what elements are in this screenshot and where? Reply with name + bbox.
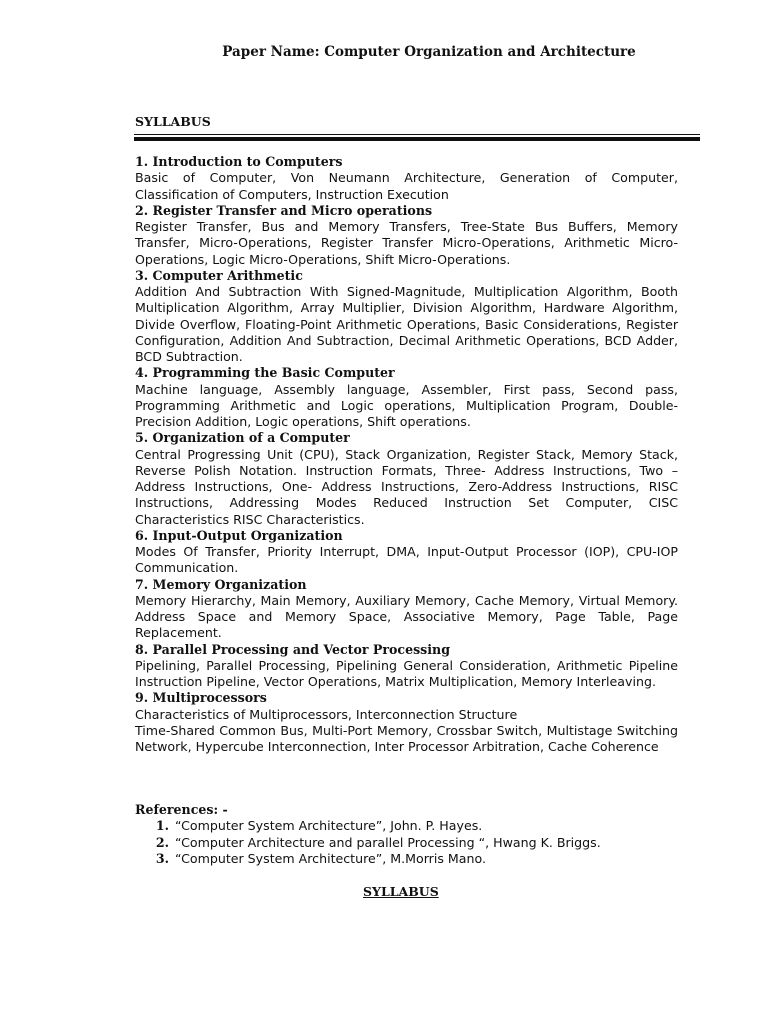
- reference-number: 1.: [155, 818, 169, 834]
- reference-number: 3.: [155, 850, 169, 866]
- paper-title: Paper Name: Computer Organization and Architecture: [222, 44, 636, 60]
- reference-text: “Computer System Architecture”, John. P. Hayes.: [175, 818, 483, 834]
- unit-body: Central Progressing Unit (CPU), Stack Organization, Register Stack, Memory Stack, Reverse Polish Notation. Instruction Formats, Three- Address Instructions, Two – Address Instructions, One- Address Instructions, Zero-Address Instructions, RISC Instructions, Addressing Modes Reduced Instruction Set Computer, CISC Characteristics RISC Characteristics.: [135, 446, 678, 527]
- unit-body: Register Transfer, Bus and Memory Transfers, Tree-State Bus Buffers, Memory Transfer, Micro-Operations, Register Transfer Micro-Operations, Arithmetic Micro-Operations, Logic Micro-Operations, Shift Micro-Operations.: [135, 219, 678, 267]
- unit-title: 7. Memory Organization: [135, 576, 307, 592]
- unit: [135, 154, 678, 203]
- syllabus-heading: SYLLABUS: [135, 114, 211, 129]
- rule-thin-line: [134, 134, 700, 135]
- unit-body: Machine language, Assembly language, Assembler, First pass, Second pass, Programming Arithmetic and Logic operations, Multiplication Program, Double-Precision Addition, Logic operations, Shift operations.: [135, 381, 678, 429]
- unit-body: Pipelining, Parallel Processing, Pipelining General Consideration, Arithmetic Pipeline Instruction Pipeline, Vector Operations, Matrix Multiplication, Memory Interleaving.: [135, 657, 678, 689]
- unit-body: Modes Of Transfer, Priority Interrupt, DMA, Input-Output Processor (IOP), CPU-IOP Communication.: [135, 544, 678, 576]
- reference-item: [135, 851, 695, 867]
- unit-title: 8. Parallel Processing and Vector Processing: [135, 641, 451, 657]
- heading-rule: [134, 134, 700, 142]
- unit-title: 9. Multiprocessors: [135, 690, 267, 706]
- unit-title: 3. Computer Arithmetic: [135, 267, 303, 283]
- unit-title: 4. Programming the Basic Computer: [135, 365, 395, 381]
- unit: [135, 268, 678, 366]
- unit-body-continued: Time-Shared Common Bus, Multi-Port Memory, Crossbar Switch, Multistage Switching Network, Hypercube Interconnection, Inter Processor Arbitration, Cache Coherence: [135, 722, 678, 754]
- unit-body: Characteristics of Multiprocessors, Interconnection Structure: [135, 706, 518, 722]
- unit: [135, 690, 678, 755]
- reference-item: [135, 818, 695, 834]
- unit: [135, 528, 678, 577]
- unit-title: 6. Input-Output Organization: [135, 527, 343, 543]
- unit-title: 2. Register Transfer and Micro operations: [135, 202, 433, 218]
- unit: [135, 430, 678, 528]
- reference-text: “Computer Architecture and parallel Processing “, Hwang K. Briggs.: [175, 834, 601, 850]
- reference-text: “Computer System Architecture”, M.Morris Mano.: [175, 850, 486, 866]
- syllabus-units: [135, 154, 678, 755]
- unit: [135, 642, 678, 691]
- rule-thick-line: [134, 137, 700, 141]
- unit: [135, 365, 678, 430]
- unit: [135, 203, 678, 268]
- unit-body: Basic of Computer, Von Neumann Architecture, Generation of Computer, Classification of Computers, Instruction Execution: [135, 170, 678, 202]
- unit-title: 1. Introduction to Computers: [135, 154, 343, 169]
- references-section: [135, 802, 695, 867]
- unit-title: 5. Organization of a Computer: [135, 430, 350, 446]
- reference-item: [135, 835, 695, 851]
- reference-number: 2.: [155, 834, 169, 850]
- references-title: References: -: [135, 802, 228, 817]
- unit-body: Memory Hierarchy, Main Memory, Auxiliary Memory, Cache Memory, Virtual Memory. Address Space and Memory Space, Associative Memory, Page Table, Page Replacement.: [135, 592, 678, 641]
- unit-body: Addition And Subtraction With Signed-Magnitude, Multiplication Algorithm, Booth Multiplication Algorithm, Array Multiplier, Division Algorithm, Hardware Algorithm, Divide Overflow, Floating-Point Arithmetic Operations, Basic Considerations, Register Configuration, Addition And Subtraction, Decimal Arithmetic Operations, BCD Adder, BCD Subtraction.: [135, 284, 678, 364]
- unit: [135, 577, 678, 642]
- bottom-syllabus-heading: SYLLABUS: [363, 884, 439, 899]
